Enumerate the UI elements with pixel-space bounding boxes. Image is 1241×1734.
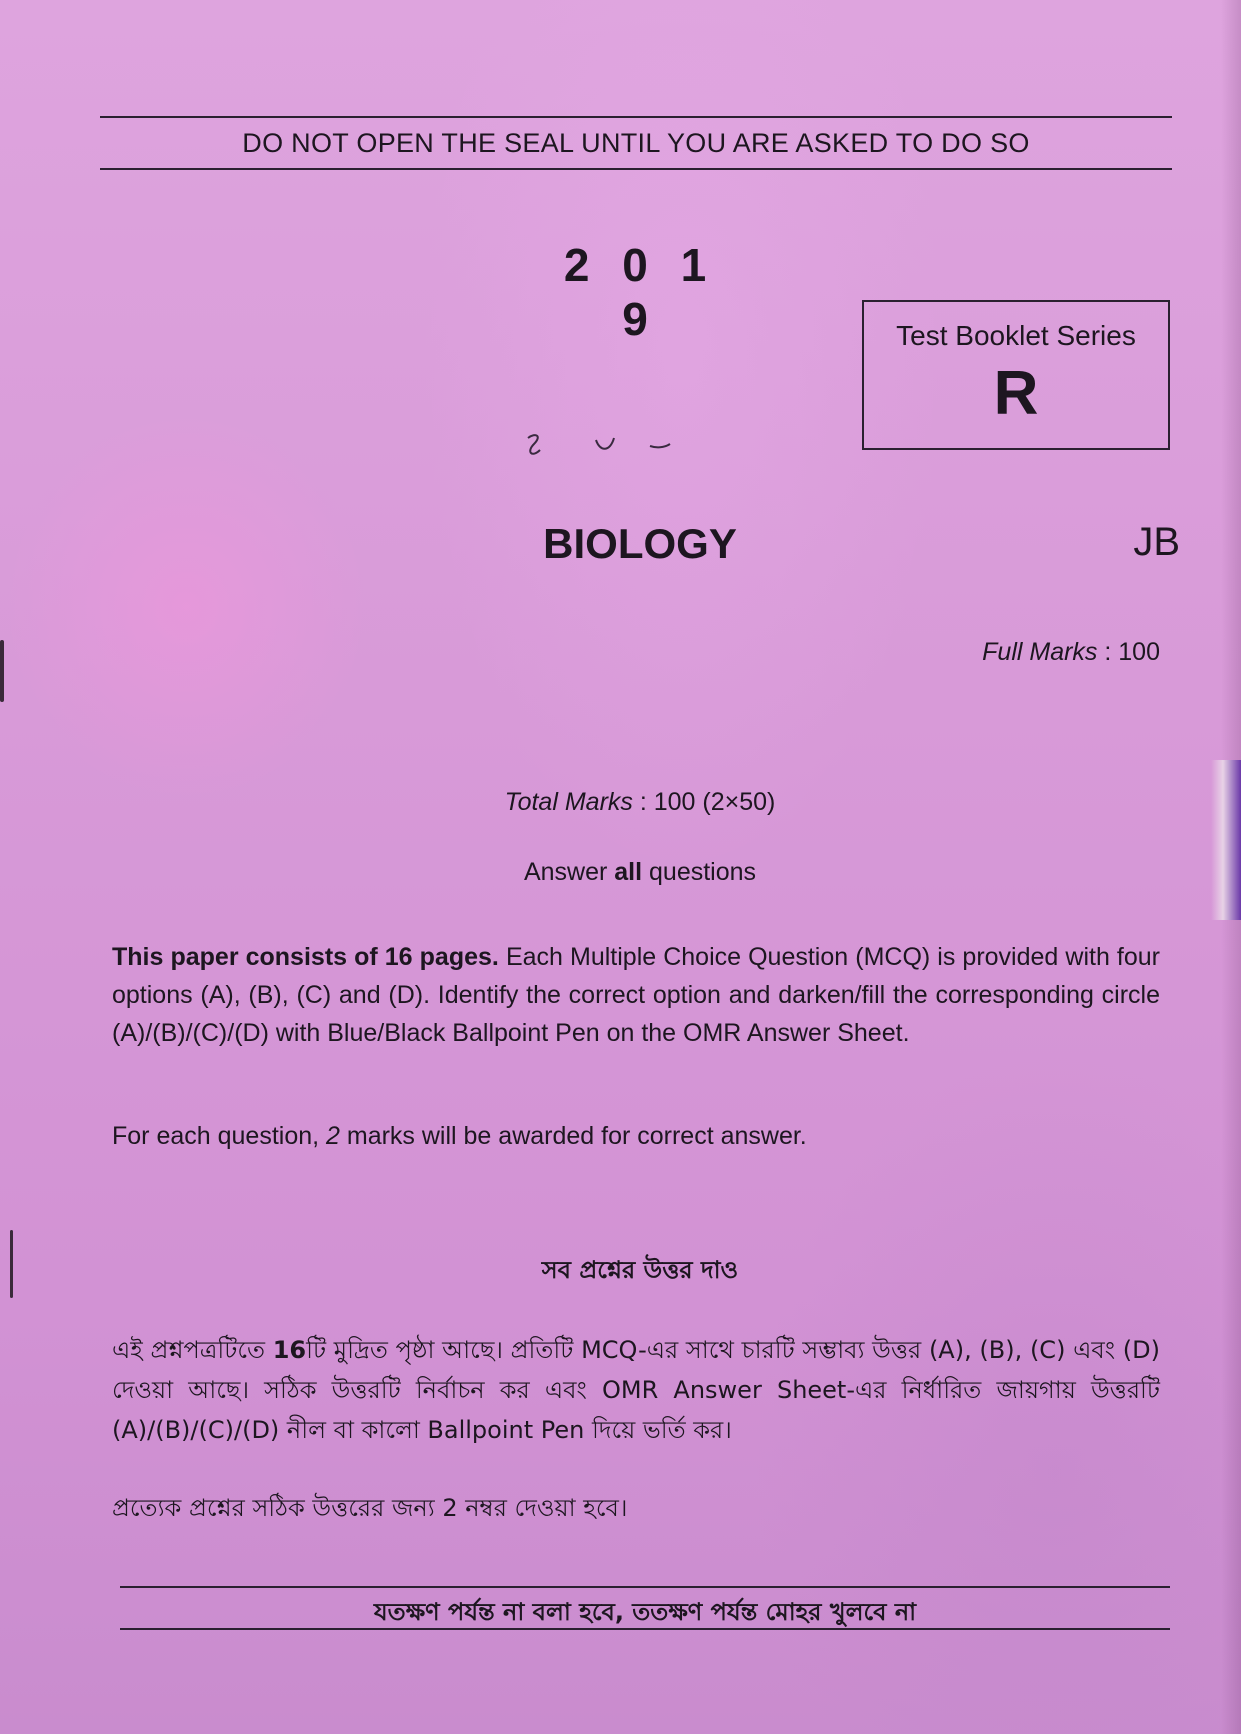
answer-all-bold: all	[614, 858, 643, 886]
bengali-instructions-paragraph	[112, 1330, 1160, 1450]
subject-code: JB	[1133, 520, 1180, 564]
total-marks-label: Total Marks	[504, 788, 633, 816]
top-rule	[100, 116, 1172, 118]
bengali-para-pre: এই প্রশ্নপত্রটিতে	[112, 1336, 273, 1364]
instructions-paragraph	[112, 938, 1160, 1052]
bengali-para-rest: টি মুদ্রিত পৃষ্ঠা আছে। প্রতিটি MCQ-এর সাথে চারটি সম্ভাব্য উত্তর (A), (B), (C) এবং (D) দেওয়া আছে। সঠিক উত্তরটি নির্বাচন কর এবং OMR Answer Sheet-এর নির্ধারিত জায়গায় উত্তরটি (A)/(B)/(C)/(D) নীল বা কালো Ballpoint Pen দিয়ে ভর্তি কর।	[112, 1336, 1160, 1444]
full-marks-value: : 100	[1104, 638, 1160, 666]
bengali-marking-paragraph: প্রত্যেক প্রশ্নের সঠিক উত্তরের জন্য 2 নম্বর দেওয়া হবে।	[112, 1494, 628, 1522]
test-booklet-series-box	[862, 300, 1170, 450]
bengali-seal-warning-banner: যতক্ষণ পর্যন্ত না বলা হবে, ততক্ষণ পর্যন্ত মোহর খুলবে না	[373, 1598, 917, 1626]
bottom-rule	[120, 1586, 1170, 1588]
marking-post: marks will be awarded for correct answer.	[339, 1122, 807, 1150]
marking-paragraph	[112, 1117, 1160, 1155]
full-marks	[860, 638, 1160, 667]
marking-number: 2	[326, 1122, 340, 1150]
answer-all-post: questions	[642, 858, 757, 886]
page-edge-tab	[1211, 760, 1241, 920]
full-marks-label: Full Marks	[982, 638, 1098, 666]
series-label: Test Booklet Series	[896, 320, 1136, 351]
subject-title: BIOLOGY	[543, 520, 737, 567]
bengali-heading: সব প্রশ্নের উত্তর দাও	[541, 1256, 739, 1284]
series-letter: R	[993, 359, 1039, 428]
top-rule	[100, 168, 1172, 170]
seal-warning-banner: DO NOT OPEN THE SEAL UNTIL YOU ARE ASKED TO DO SO	[242, 128, 1030, 158]
staple-mark	[10, 1230, 13, 1298]
total-marks	[380, 788, 900, 817]
bengali-page-count: 16	[272, 1336, 307, 1364]
staple-mark	[0, 640, 4, 702]
pen-scribble	[480, 420, 720, 470]
bottom-rule	[120, 1628, 1170, 1630]
total-marks-value: : 100 (2×50)	[639, 788, 776, 816]
mcq-instructions: Each Multiple Choice Question (MCQ) is provided with four options (A), (B), (C) and (D). Identify the correct option and darken/fill the corresponding circle (A)/(B)/(C)/(D) with Blue/Black Ballpoint Pen on the OMR Answer Sheet.	[112, 943, 1160, 1047]
exam-year: 2 0 1 9	[563, 239, 717, 345]
marking-pre: For each question,	[112, 1122, 327, 1150]
pages-statement: This paper consists of 16 pages.	[112, 943, 499, 971]
answer-all-pre: Answer	[523, 858, 615, 886]
answer-all-instruction	[380, 858, 900, 887]
